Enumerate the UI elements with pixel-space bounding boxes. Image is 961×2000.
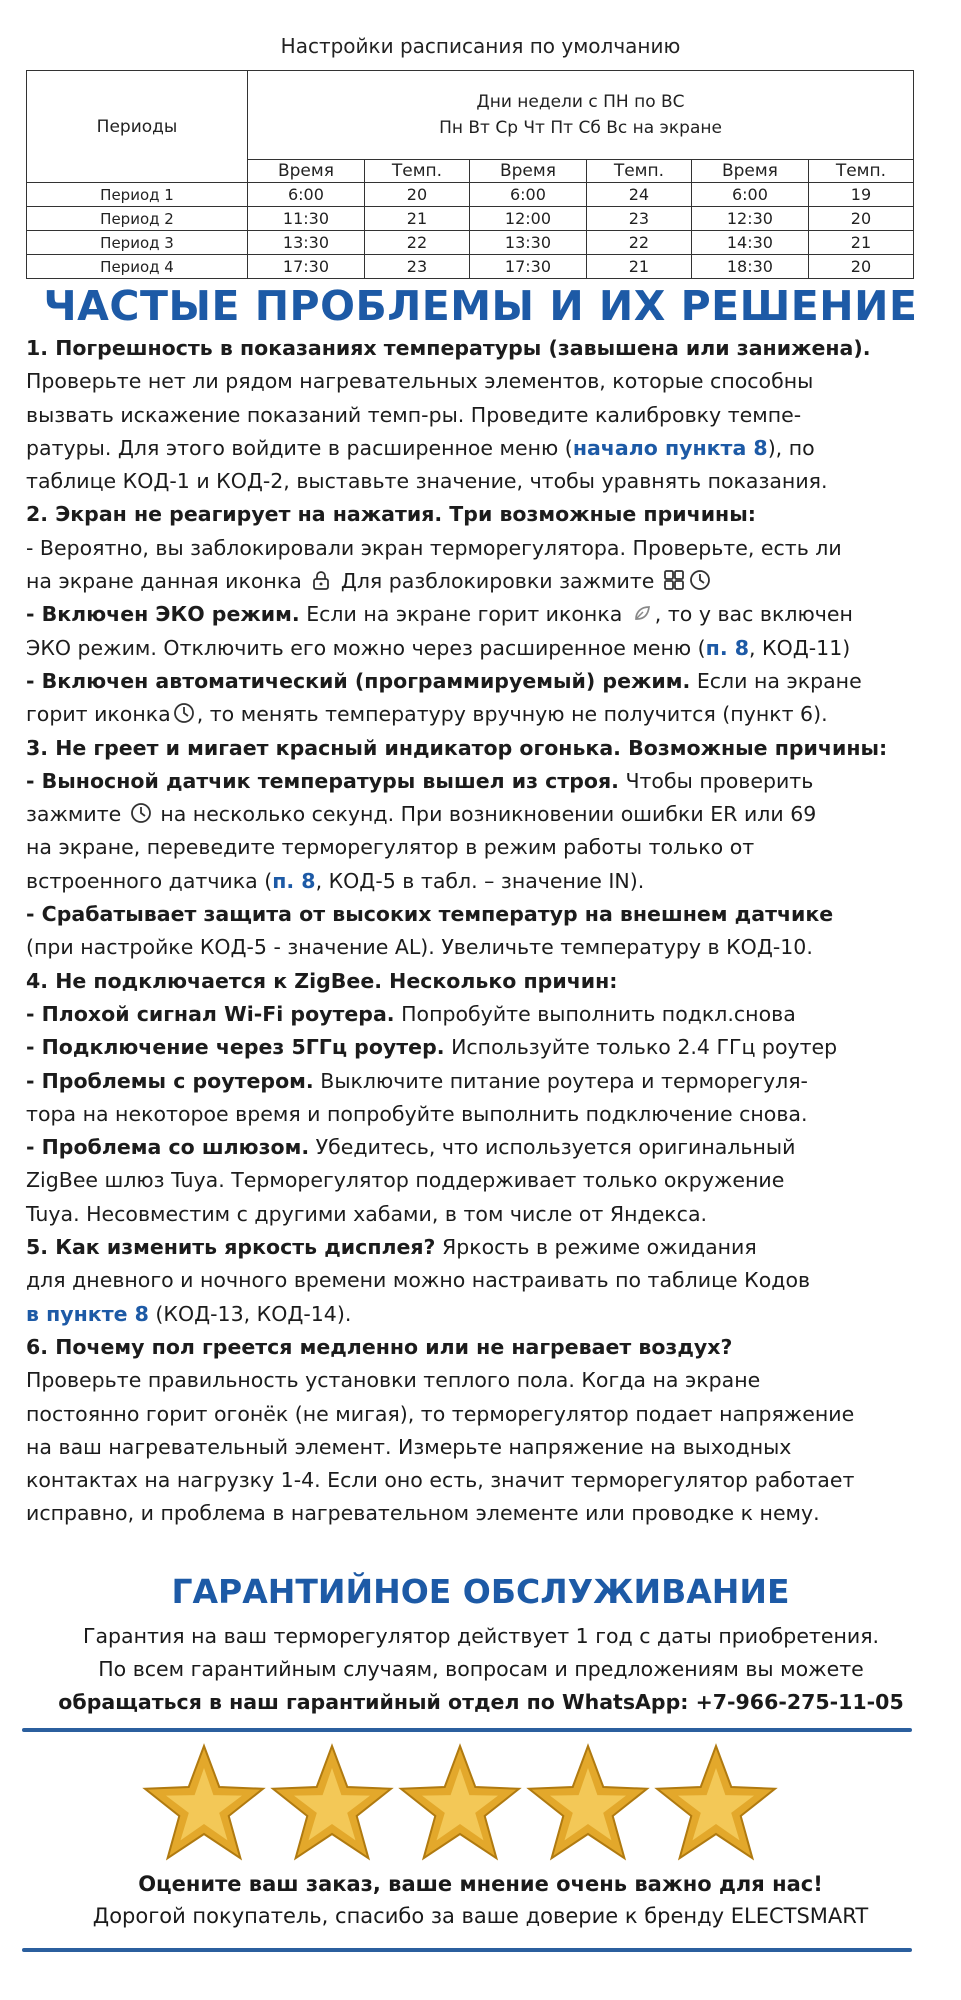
faq-text: Попробуйте выполнить подкл.снова [394, 1001, 796, 1026]
table-cell: 23 [586, 207, 691, 231]
schedule-title: Настройки расписания по умолчанию [280, 34, 681, 58]
warranty-line: По всем гарантийным случаям, вопросам и предложениям вы можете [98, 1657, 864, 1681]
section-reference: п. 8 [272, 868, 316, 893]
faq-text: на экране, переведите терморегулятор в режим работы только от [26, 835, 755, 860]
clock-icon [130, 801, 152, 823]
faq-text: , то у вас включен [654, 602, 853, 627]
days-header [248, 71, 914, 160]
faq-text: Яркость в режиме ожидания [435, 1235, 757, 1260]
col-header-time: Время [248, 160, 365, 183]
faq-title: ЧАСТЫЕ ПРОБЛЕМЫ И ИХ РЕШЕНИЕ [43, 282, 918, 330]
table-cell: 21 [364, 207, 469, 231]
table-cell: 20 [808, 207, 913, 231]
table-cell: 14:30 [691, 231, 808, 255]
faq-text: ), по [767, 435, 815, 460]
faq-line [26, 1164, 946, 1197]
table-cell: 21 [808, 231, 913, 255]
table-cell: 12:00 [469, 207, 586, 231]
faq-text: постоянно горит огонёк (не мигая), то терморегулятор подает напряжение [26, 1401, 855, 1426]
table-cell: 20 [808, 255, 913, 279]
faq-text: - Выносной датчик температуры вышел из строя. [26, 768, 619, 793]
warranty-contact: обращаться в наш гарантийный отдел по WhatsApp: +7-966-275-11-05 [58, 1690, 904, 1714]
faq-line [26, 498, 946, 531]
faq-line [26, 898, 946, 931]
periods-header: Периоды [27, 71, 248, 183]
faq-line [26, 998, 946, 1031]
divider-top [22, 1728, 912, 1732]
faq-line [26, 365, 946, 398]
faq-line [26, 732, 946, 765]
table-row [27, 183, 914, 207]
faq-line [26, 831, 946, 864]
col-header-temp: Темп. [364, 160, 469, 183]
faq-text: ЭКО режим. Отключить его можно через расширенное меню ( [26, 635, 706, 660]
faq-line [26, 931, 946, 964]
faq-text: (при настройке КОД-5 - значение AL). Увеличьте температуру в КОД-10. [26, 935, 813, 960]
faq-text: Чтобы проверить [618, 768, 814, 793]
faq-line [26, 1098, 946, 1131]
faq-text: - Включен ЭКО режим. [26, 602, 300, 627]
faq-text: 6. Почему пол греется медленно или не нагревает воздух? [26, 1334, 733, 1359]
faq-text: - Включен автоматический (программируемый) режим. [26, 668, 691, 693]
period-label: Период 2 [27, 207, 248, 231]
rating-star-icon [524, 1740, 652, 1868]
table-cell: 6:00 [248, 183, 365, 207]
faq-text: на несколько секунд. При возникновении ошибки ER или 69 [153, 802, 817, 827]
section-reference: в пункте 8 [26, 1301, 149, 1326]
table-cell: 11:30 [248, 207, 365, 231]
faq-text: Если на экране горит иконка [299, 602, 629, 627]
rating-stars [140, 1740, 780, 1880]
faq-line [26, 598, 946, 631]
faq-line [26, 1298, 946, 1331]
rating-star-icon [268, 1740, 396, 1868]
faq-line [26, 1398, 946, 1431]
divider-bottom [22, 1948, 912, 1952]
faq-line [26, 1364, 946, 1397]
faq-line [26, 565, 946, 598]
rating-call-to-action: Оцените ваш заказ, ваше мнение очень важно для нас! [138, 1872, 823, 1896]
faq-text: - Проблема со шлюзом. [26, 1135, 310, 1160]
faq-text: ZigBee шлюз Tuya. Терморегулятор поддерживает только окружение [26, 1168, 785, 1193]
table-cell: 13:30 [469, 231, 586, 255]
table-cell: 6:00 [691, 183, 808, 207]
col-header-temp: Темп. [808, 160, 913, 183]
section-reference: начало пункта 8 [572, 435, 768, 460]
faq-line [26, 765, 946, 798]
faq-line [26, 1131, 946, 1164]
days-header-line2: Пн Вт Ср Чт Пт Сб Вс на экране [439, 118, 722, 138]
period-label: Период 4 [27, 255, 248, 279]
faq-text: Убедитесь, что используется оригинальный [309, 1135, 796, 1160]
faq-line [26, 1497, 946, 1530]
table-cell: 24 [586, 183, 691, 207]
eco-icon [631, 601, 653, 623]
table-row [27, 231, 914, 255]
faq-text: встроенного датчика ( [26, 868, 273, 893]
warranty-body [26, 1620, 936, 1719]
table-cell: 17:30 [469, 255, 586, 279]
faq-line [26, 1264, 946, 1297]
faq-text: 1. Погрешность в показаниях температуры (завышена или занижена). [26, 336, 871, 360]
faq-line [26, 532, 946, 565]
clock-icon [173, 701, 195, 723]
clock-icon [689, 568, 711, 590]
thanks-text: Дорогой покупатель, спасибо за ваше доверие к бренду ELECTSMART [92, 1904, 869, 1928]
faq-text: Проверьте нет ли рядом нагревательных элементов, которые способны [26, 369, 814, 394]
faq-text: на ваш нагревательный элемент. Измерьте напряжение на выходных [26, 1434, 792, 1459]
faq-text: Используйте только 2.4 ГГц роутер [444, 1035, 838, 1060]
period-label: Период 3 [27, 231, 248, 255]
faq-text: Проверьте правильность установки теплого пола. Когда на экране [26, 1368, 761, 1393]
rating-star-icon [140, 1740, 268, 1868]
faq-text: Tuya. Несовместим с другими хабами, в том числе от Яндекса. [26, 1201, 708, 1226]
faq-line [26, 1231, 946, 1264]
faq-text: на экране данная иконка [26, 569, 309, 594]
faq-text: ратуры. Для этого войдите в расширенное меню ( [26, 435, 573, 460]
faq-text: для дневного и ночного времени можно настраивать по таблице Кодов [26, 1268, 811, 1293]
faq-line [26, 965, 946, 998]
faq-line [26, 1198, 946, 1231]
table-cell: 13:30 [248, 231, 365, 255]
col-header-time: Время [469, 160, 586, 183]
faq-text: - Вероятно, вы заблокировали экран терморегулятора. Проверьте, есть ли [26, 535, 842, 560]
table-cell: 21 [586, 255, 691, 279]
faq-text: горит иконка [26, 702, 171, 727]
faq-line [26, 432, 946, 465]
days-header-line1: Дни недели с ПН по ВС [476, 92, 685, 112]
faq-text: - Проблемы с роутером. [26, 1068, 314, 1093]
faq-text: 5. Как изменить яркость дисплея? [26, 1235, 436, 1260]
faq-line [26, 399, 946, 432]
faq-text: контактах на нагрузку 1-4. Если оно есть, значит терморегулятор работает [26, 1468, 855, 1493]
warranty-line: Гарантия на ваш терморегулятор действует 1 год с даты приобретения. [82, 1624, 880, 1648]
faq-text: тора на некоторое время и попробуйте выполнить подключение снова. [26, 1101, 808, 1126]
table-cell: 22 [586, 231, 691, 255]
faq-text: исправно, и проблема в нагревательном элементе или проводке к нему. [26, 1501, 820, 1526]
warranty-title: ГАРАНТИЙНОЕ ОБСЛУЖИВАНИЕ [171, 1572, 790, 1611]
table-cell: 17:30 [248, 255, 365, 279]
faq-text: , то менять температуру вручную не получится (пункт 6). [196, 702, 828, 727]
faq-line [26, 1065, 946, 1098]
faq-line [26, 798, 946, 831]
faq-text: - Срабатывает защита от высоких температур на внешнем датчике [26, 902, 834, 927]
faq-text: Для разблокировки зажмите [334, 569, 661, 594]
faq-text: Выключите питание роутера и терморегуля- [313, 1068, 808, 1093]
faq-text: 4. Не подключается к ZigBee. Несколько причин: [26, 968, 618, 993]
faq-line [26, 632, 946, 665]
col-header-temp: Темп. [586, 160, 691, 183]
faq-text: 3. Не греет и мигает красный индикатор огонька. Возможные причины: [26, 735, 888, 760]
table-cell: 20 [364, 183, 469, 207]
faq-text: 2. Экран не реагирует на нажатия. Три возможные причины: [26, 502, 756, 527]
faq-text: зажмите [26, 802, 128, 827]
table-cell: 6:00 [469, 183, 586, 207]
col-header-time: Время [691, 160, 808, 183]
faq-line [26, 665, 946, 698]
table-cell: 19 [808, 183, 913, 207]
faq-text: - Подключение через 5ГГц роутер. [26, 1035, 445, 1060]
table-row [27, 207, 914, 231]
faq-line [26, 332, 946, 365]
faq-line [26, 1331, 946, 1364]
faq-text: Если на экране [690, 668, 862, 693]
faq-line [26, 865, 946, 898]
table-cell: 22 [364, 231, 469, 255]
grid-icon [663, 568, 685, 590]
faq-line [26, 1031, 946, 1064]
faq-text: (КОД-13, КОД-14). [148, 1301, 352, 1326]
faq-line [26, 1464, 946, 1497]
section-reference: п. 8 [705, 635, 750, 660]
faq-line [26, 698, 946, 731]
period-label: Период 1 [27, 183, 248, 207]
rating-star-icon [652, 1740, 780, 1868]
faq-body [26, 332, 946, 1531]
table-cell: 12:30 [691, 207, 808, 231]
table-cell: 23 [364, 255, 469, 279]
schedule-table [26, 70, 914, 279]
lock-icon [310, 568, 332, 590]
faq-line [26, 1431, 946, 1464]
rating-star-icon [396, 1740, 524, 1868]
table-cell: 18:30 [691, 255, 808, 279]
faq-text: , КОД-11) [749, 635, 851, 660]
faq-line [26, 465, 946, 498]
faq-text: вызвать искажение показаний темп-ры. Проведите калибровку темпе- [26, 402, 802, 427]
faq-text: - Плохой сигнал Wi-Fi роутера. [26, 1001, 395, 1026]
faq-text: , КОД-5 в табл. – значение IN). [315, 868, 645, 893]
faq-text: таблице КОД-1 и КОД-2, выставьте значение, чтобы уравнять показания. [26, 469, 828, 494]
table-row [27, 255, 914, 279]
